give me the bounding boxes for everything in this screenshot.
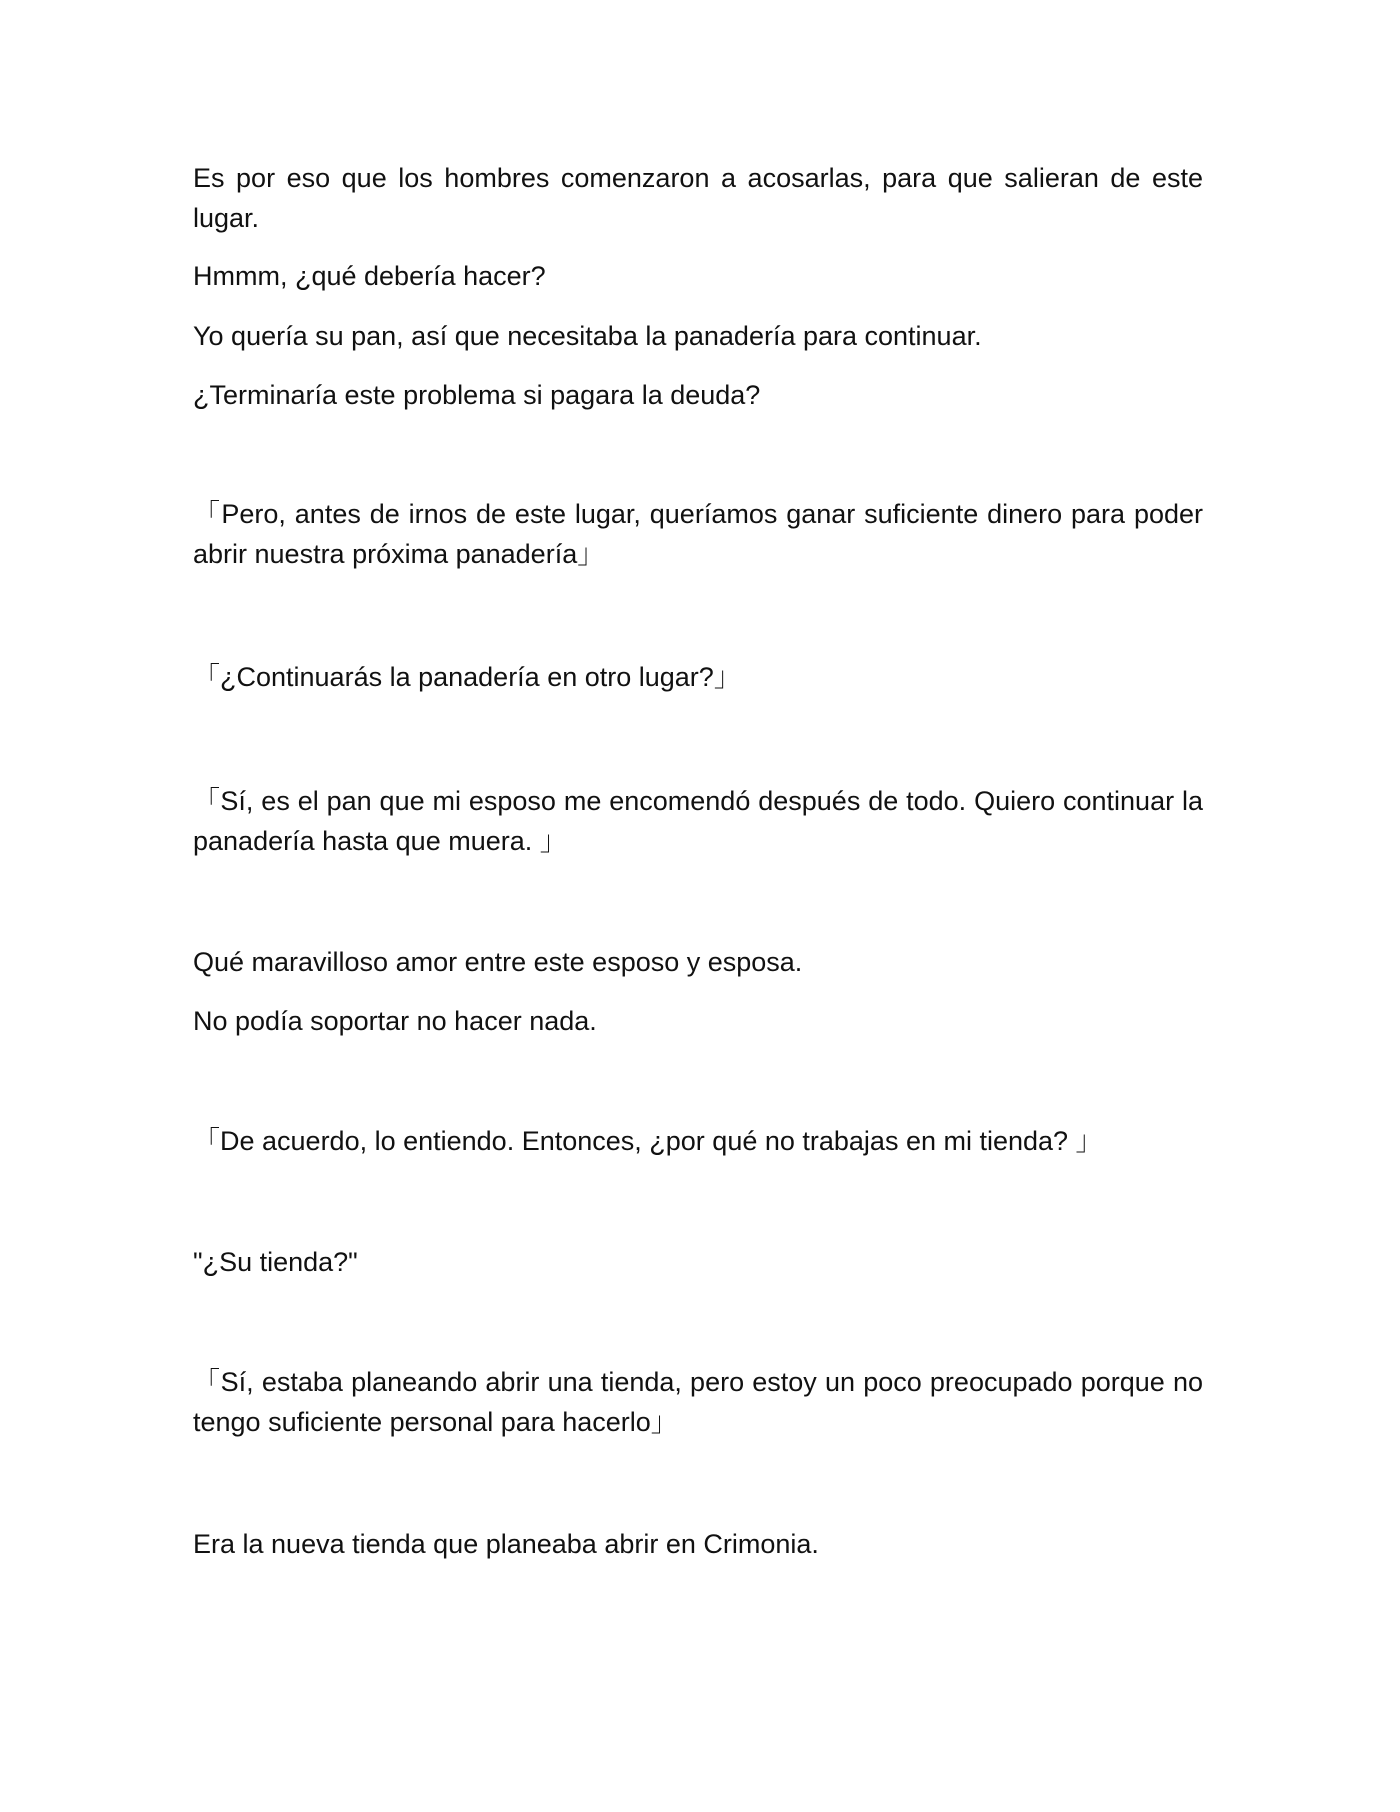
paragraph-5: Qué maravilloso amor entre este esposo y esposa. <box>193 947 803 977</box>
dialogue-5: "¿Su tienda?" <box>193 1247 358 1277</box>
paragraph-4: ¿Terminaría este problema si pagara la deuda? <box>193 380 761 410</box>
dialogue-3: 「Sí, es el pan que mi esposo me encomendó después de todo. Quiero continuar la panadería hasta que muera. 」 <box>193 786 1203 856</box>
paragraph-2: Hmmm, ¿qué debería hacer? <box>193 261 546 291</box>
dialogue-2: 「¿Continuarás la panadería en otro lugar?」 <box>193 662 741 692</box>
paragraph-3: Yo quería su pan, así que necesitaba la panadería para continuar. <box>193 321 982 351</box>
dialogue-6: 「Sí, estaba planeando abrir una tienda, pero estoy un poco preocupado porque no tengo suficiente personal para hacerlo」 <box>193 1367 1203 1437</box>
paragraph-6: No podía soportar no hacer nada. <box>193 1006 597 1036</box>
paragraph-1: Es por eso que los hombres comenzaron a acosarlas, para que salieran de este lugar. <box>193 163 1203 233</box>
paragraph-7: Era la nueva tienda que planeaba abrir en Crimonia. <box>193 1529 819 1559</box>
dialogue-4: 「De acuerdo, lo entiendo. Entonces, ¿por qué no trabajas en mi tienda? 」 <box>193 1126 1103 1156</box>
dialogue-1: 「Pero, antes de irnos de este lugar, queríamos ganar suficiente dinero para poder abrir nuestra próxima panadería」 <box>193 499 1203 569</box>
